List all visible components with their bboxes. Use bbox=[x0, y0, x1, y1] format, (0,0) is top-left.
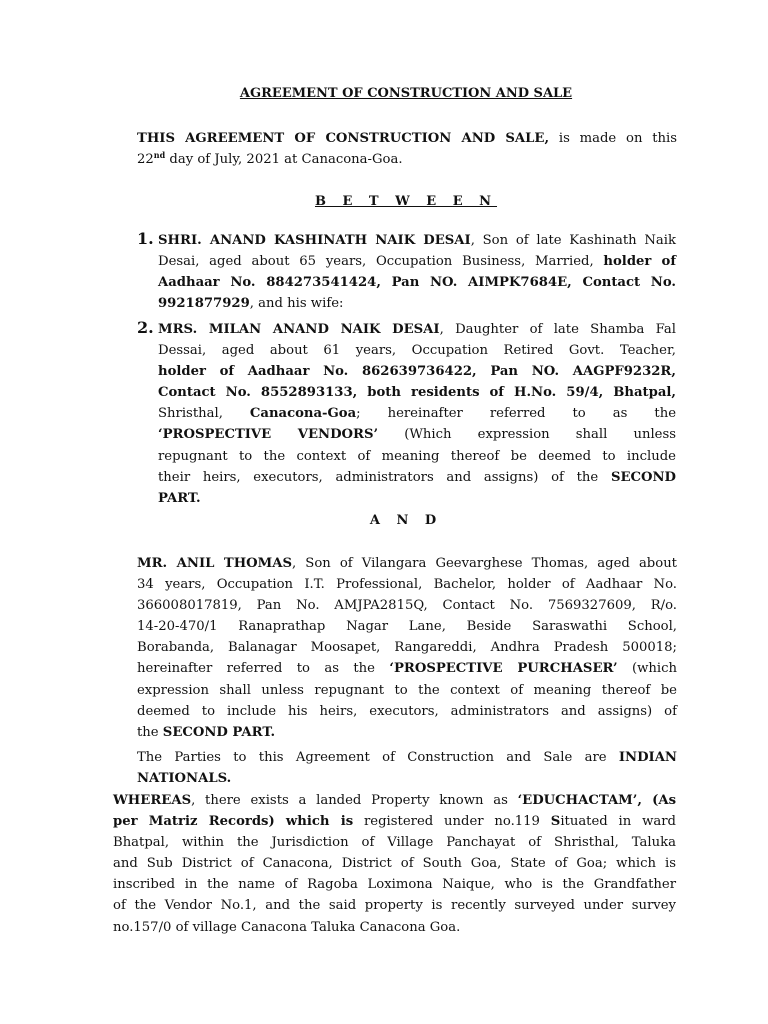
party2-text: PART. bbox=[158, 490, 201, 506]
intro-bold-lead: THIS AGREEMENT OF CONSTRUCTION AND SALE, bbox=[137, 131, 550, 146]
purchaser-text: Borabanda, Balanagar Moosapet, Rangareddi, Andhra Pradesh 500018; bbox=[137, 640, 677, 656]
whereas-line bbox=[113, 832, 676, 853]
party2-text: repugnant to the context of meaning thereof be deemed to include bbox=[158, 448, 676, 464]
party1-line bbox=[158, 230, 676, 251]
purchaser-line bbox=[137, 637, 677, 658]
purchaser-text: 34 years, Occupation I.T. Professional, Bachelor, holder of Aadhaar No. bbox=[137, 577, 677, 593]
intro-line-1 bbox=[137, 128, 677, 149]
nationals-text: The Parties to this Agreement of Construction and Sale are bbox=[137, 750, 619, 765]
purchaser-line bbox=[137, 574, 677, 595]
party1-line bbox=[158, 272, 676, 293]
purchaser-line bbox=[137, 616, 677, 637]
purchaser-text: , Son of Vilangara Geevarghese Thomas, aged about bbox=[292, 556, 677, 571]
whereas-text: registered under no.119 bbox=[353, 814, 551, 830]
party2-text: MRS. MILAN ANAND NAIK DESAI bbox=[158, 322, 440, 337]
whereas-text: , there exists a landed Property known as bbox=[191, 793, 518, 808]
whereas-line bbox=[113, 790, 676, 811]
nationals-paragraph bbox=[137, 747, 677, 789]
purchaser-text: the bbox=[137, 724, 163, 740]
party2-paragraph bbox=[158, 319, 676, 509]
purchaser-paragraph bbox=[137, 553, 677, 743]
intro-rest-2: day of July, 2021 at Canacona-Goa. bbox=[165, 152, 403, 168]
party1-text: SHRI. ANAND KASHINATH NAIK DESAI bbox=[158, 233, 471, 248]
nationals-line bbox=[137, 747, 677, 768]
party2-line bbox=[158, 467, 676, 488]
party2-line bbox=[158, 319, 676, 340]
party1-number: 1. bbox=[137, 229, 154, 248]
party1-text: , and his wife: bbox=[249, 296, 344, 312]
party2-line bbox=[158, 488, 676, 509]
whereas-paragraph bbox=[113, 790, 676, 938]
whereas-text: no.157/0 of village Canacona Taluka Canacona Goa. bbox=[113, 919, 461, 935]
whereas-line bbox=[113, 811, 676, 832]
purchaser-text: hereinafter referred to as the bbox=[137, 661, 390, 677]
party1-text: 9921877929 bbox=[158, 296, 250, 312]
whereas-text: ituated in ward bbox=[560, 814, 676, 830]
purchaser-text: 366008017819, Pan No. AMJPA2815Q, Contact No. 7569327609, R/o. bbox=[137, 598, 677, 614]
party1-text: Aadhaar No. 884273541424, Pan NO. AIMPK7684E, Contact No. bbox=[158, 275, 676, 291]
whereas-text: WHEREAS bbox=[113, 793, 192, 808]
party2-text: Canacona-Goa bbox=[249, 406, 357, 422]
purchaser-text: deemed to include his heirs, executors, administrators and assigns) of bbox=[137, 703, 677, 719]
party1-paragraph bbox=[158, 230, 676, 314]
party2-text: (Which expression shall unless bbox=[378, 427, 677, 443]
whereas-line bbox=[113, 917, 676, 938]
party2-line bbox=[158, 361, 676, 382]
purchaser-line bbox=[137, 701, 677, 722]
party2-text: SECOND bbox=[610, 469, 676, 485]
party2-line bbox=[158, 340, 676, 361]
purchaser-text: 14-20-470/1 Ranaprathap Nagar Lane, Beside Saraswathi School, bbox=[137, 619, 677, 635]
party2-line bbox=[158, 424, 676, 445]
intro-date-suffix: nd bbox=[153, 150, 166, 161]
purchaser-text: SECOND PART. bbox=[162, 724, 276, 740]
party2-number: 2. bbox=[137, 318, 154, 337]
party2-line bbox=[158, 446, 676, 467]
intro-date-day: 22 bbox=[137, 152, 154, 168]
intro-line-2 bbox=[137, 149, 677, 170]
nationals-text: INDIAN bbox=[618, 750, 677, 765]
document-title: AGREEMENT OF CONSTRUCTION AND SALE bbox=[239, 86, 573, 101]
party2-text: Dessai, aged about 61 years, Occupation Retired Govt. Teacher, bbox=[158, 343, 676, 359]
whereas-text: and Sub District of Canacona, District of South Goa, State of Goa; which is bbox=[113, 856, 676, 872]
party2-text: holder of Aadhaar No. 862639736422, Pan NO. AAGPF9232R, bbox=[158, 364, 676, 380]
intro-rest-1: is made on this bbox=[549, 131, 678, 146]
party1-text: holder of bbox=[603, 254, 677, 270]
whereas-line bbox=[113, 874, 676, 895]
whereas-line bbox=[113, 853, 676, 874]
nationals-line bbox=[137, 768, 677, 789]
party1-text: Desai, aged about 65 years, Occupation Business, Married, bbox=[158, 254, 604, 270]
whereas-text: ‘EDUCHACTAM’, (As bbox=[517, 793, 676, 808]
party2-text: their heirs, executors, administrators and assigns) of the bbox=[158, 469, 611, 485]
party2-line bbox=[158, 382, 676, 403]
whereas-text: inscribed in the name of Ragoba Loximona Naique, who is the Grandfather bbox=[113, 877, 676, 893]
party2-text: , Daughter of late Shamba Fal bbox=[439, 322, 676, 337]
purchaser-text: expression shall unless repugnant to the context of meaning thereof be bbox=[137, 682, 677, 698]
party2-text: ; hereinafter referred to as the bbox=[356, 406, 676, 422]
party2-text: Shristhal, bbox=[158, 406, 250, 422]
party2-text: ‘PROSPECTIVE VENDORS’ bbox=[158, 427, 379, 443]
whereas-text: S bbox=[550, 814, 561, 830]
purchaser-line bbox=[137, 595, 677, 616]
between-heading: B E T W E E N bbox=[314, 194, 498, 209]
and-heading: A N D bbox=[369, 513, 443, 528]
purchaser-text: (which bbox=[617, 661, 678, 677]
intro-paragraph bbox=[137, 128, 677, 170]
party2-text: Contact No. 8552893133, both residents of H.No. 59/4, Bhatpal, bbox=[158, 385, 676, 401]
purchaser-text: ‘PROSPECTIVE PURCHASER’ bbox=[389, 661, 618, 677]
whereas-line bbox=[113, 895, 676, 916]
purchaser-line bbox=[137, 553, 677, 574]
nationals-text: NATIONALS. bbox=[137, 771, 232, 787]
purchaser-line bbox=[137, 658, 677, 679]
party2-line bbox=[158, 403, 676, 424]
purchaser-line bbox=[137, 680, 677, 701]
purchaser-line bbox=[137, 722, 677, 743]
party1-text: , Son of late Kashinath Naik bbox=[470, 233, 676, 248]
whereas-text: per Matriz Records) which is bbox=[113, 814, 354, 830]
party1-line bbox=[158, 251, 676, 272]
party1-line bbox=[158, 293, 676, 314]
whereas-text: of the Vendor No.1, and the said property is recently surveyed under survey bbox=[113, 898, 676, 914]
whereas-text: Bhatpal, within the Jurisdiction of Village Panchayat of Shristhal, Taluka bbox=[113, 835, 676, 851]
purchaser-text: MR. ANIL THOMAS bbox=[137, 556, 292, 571]
